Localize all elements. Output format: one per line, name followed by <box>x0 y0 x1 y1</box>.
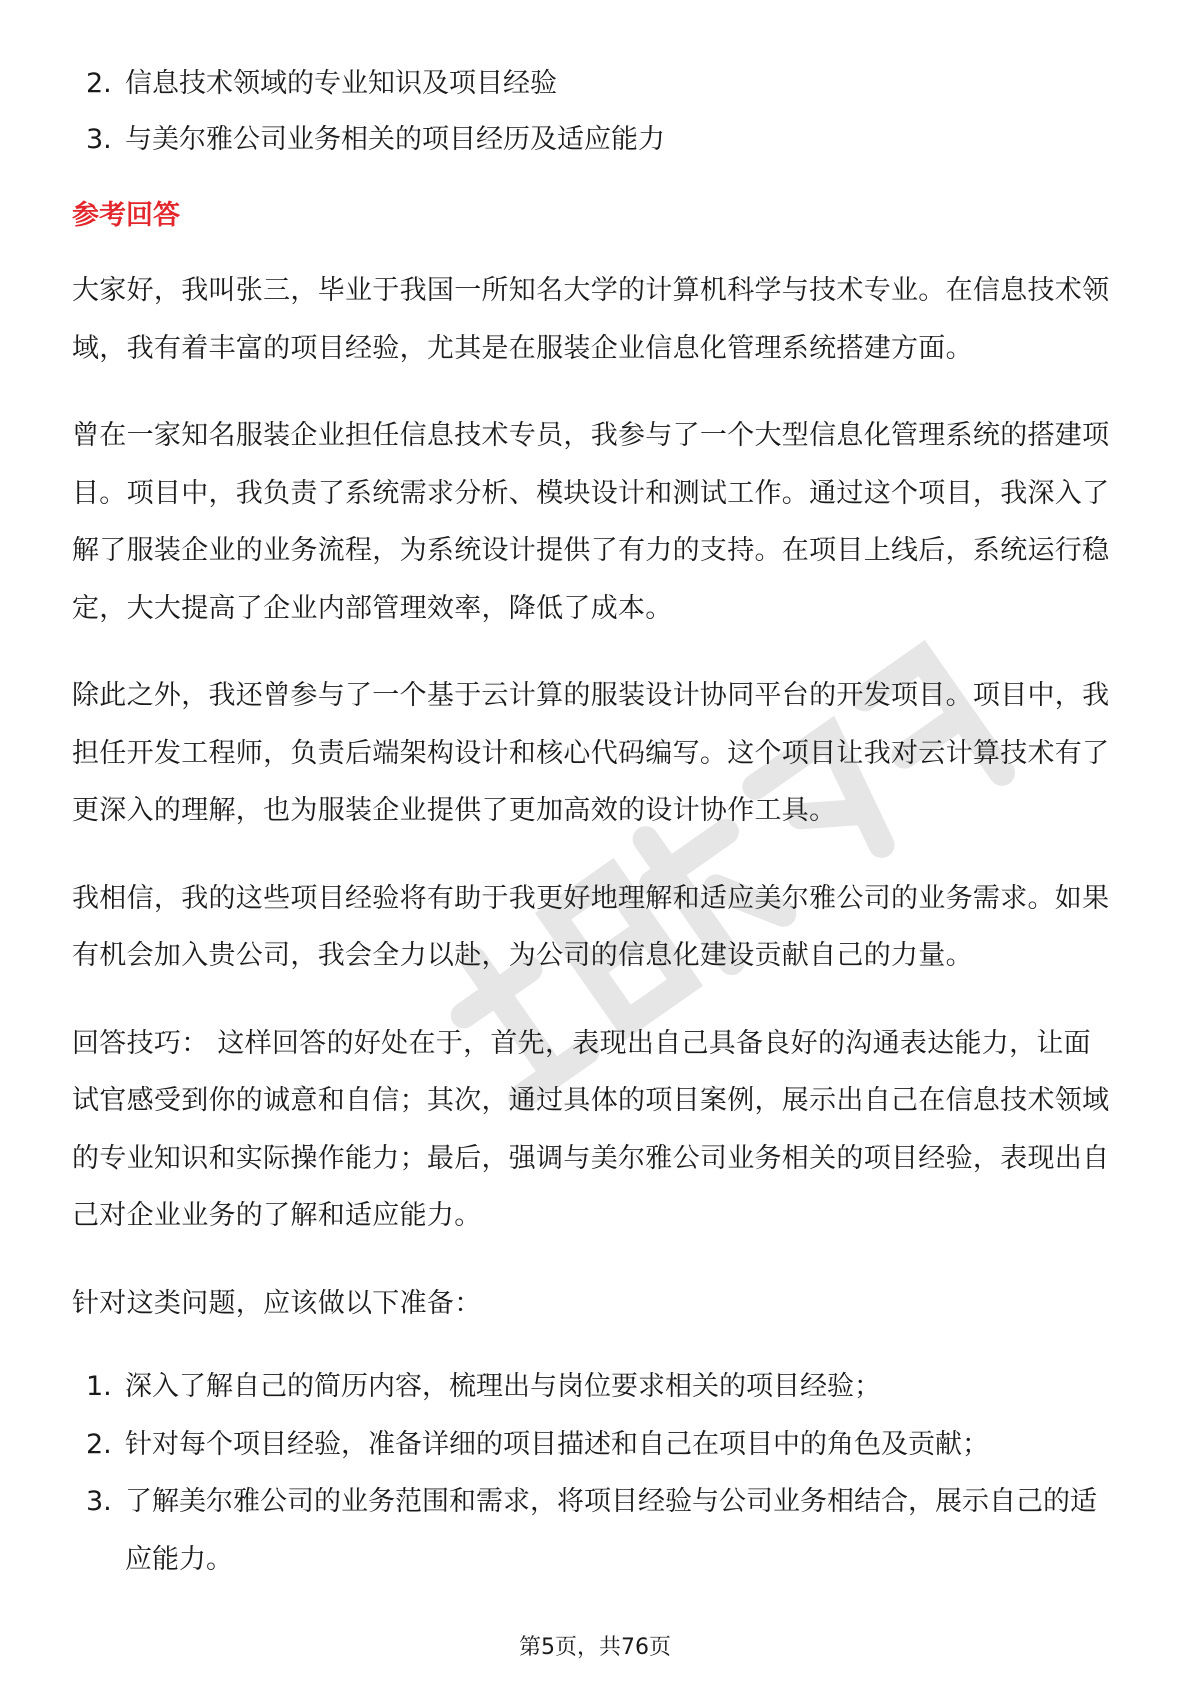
document-content <box>72 56 1118 1588</box>
list-number: 2. <box>86 1428 112 1460</box>
list-number: 2. <box>86 68 112 99</box>
section-heading: 参考回答 <box>72 200 180 231</box>
list-number: 1. <box>86 1371 112 1402</box>
list-item-text: 深入了解自己的简历内容，梳理出与岗位要求相关的项目经验； <box>125 1371 881 1402</box>
list-item <box>72 56 1118 112</box>
list-number: 3. <box>86 124 112 155</box>
answer-paragraph: 大家好，我叫张三，毕业于我国一所知名大学的计算机科学与技术专业。在信息技术领域，我有着丰富的项目经验，尤其是在服装企业信息化管理系统搭建方面。 <box>72 275 1110 364</box>
criteria-list <box>72 56 1118 168</box>
page-footer: 第5页，共76页 <box>519 1635 671 1660</box>
list-item <box>72 1416 1118 1474</box>
preparation-intro: 针对这类问题，应该做以下准备： <box>72 1287 482 1319</box>
list-item-text: 与美尔雅公司业务相关的项目经历及适应能力 <box>125 124 665 155</box>
answer-paragraph: 曾在一家知名服装企业担任信息技术专员，我参与了一个大型信息化管理系统的搭建项目。项目中，我负责了系统需求分析、模块设计和测试工作。通过这个项目，我深入了解了服装企业的业务流程，为系统设计提供了有力的支持。在项目上线后，系统运行稳定，大大提高了企业内部管理效率，降低了成本。 <box>72 420 1110 624</box>
list-item-text: 针对每个项目经验，准备详细的项目描述和自己在项目中的角色及贡献； <box>125 1428 989 1460</box>
preparation-list <box>72 1358 1118 1588</box>
answer-paragraph: 我相信，我的这些项目经验将有助于我更好地理解和适应美尔雅公司的业务需求。如果有机会加入贵公司，我会全力以赴，为公司的信息化建设贡献自己的力量。 <box>72 882 1110 971</box>
list-item <box>72 1473 1118 1588</box>
list-number: 3. <box>86 1486 112 1517</box>
tips-paragraph: 回答技巧： 这样回答的好处在于，首先，表现出自己具备良好的沟通表达能力，让面试官感受到你的诚意和自信；其次，通过具体的项目案例，展示出自己在信息技术领域的专业知识和实际操作能力；最后，强调与美尔雅公司业务相关的项目经验，表现出自己对企业业务的了解和适应能力。 <box>72 1027 1110 1231</box>
answer-paragraph: 除此之外，我还曾参与了一个基于云计算的服装设计协同平台的开发项目。项目中，我担任开发工程师，负责后端架构设计和核心代码编写。这个项目让我对云计算技术有了更深入的理解，也为服装企业提供了更加高效的设计协作工具。 <box>72 680 1110 826</box>
list-item <box>72 112 1118 168</box>
list-item-text: 信息技术领域的专业知识及项目经验 <box>125 68 557 99</box>
list-item <box>72 1358 1118 1416</box>
list-item-text: 了解美尔雅公司的业务范围和需求，将项目经验与公司业务相结合，展示自己的适应能力。 <box>125 1486 1097 1575</box>
